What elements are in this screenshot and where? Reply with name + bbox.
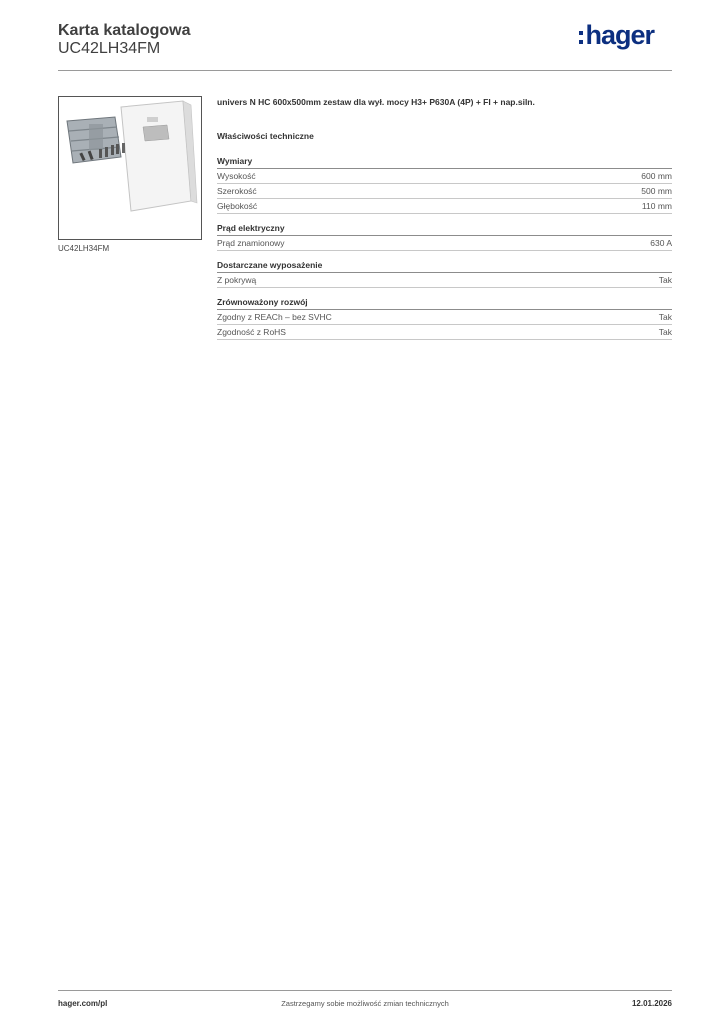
- hager-logo: [579, 18, 654, 52]
- spec-group-title: Zrównoważony rozwój: [217, 297, 672, 310]
- spec-group-title: Wymiary: [217, 156, 672, 169]
- spec-row: [217, 169, 672, 184]
- enclosure-kit-illustration: [59, 97, 201, 239]
- spec-label: Zgodność z RoHS: [217, 327, 286, 337]
- product-details: [217, 96, 672, 340]
- footer-date: 12.01.2026: [631, 999, 672, 1008]
- spec-value: 110 mm: [641, 201, 672, 211]
- document-title: Karta katalogowa: [58, 22, 191, 39]
- spec-value: Tak: [658, 275, 672, 285]
- spec-group-sustainability: [217, 297, 672, 340]
- spec-value: Tak: [658, 312, 672, 322]
- page-footer: [58, 990, 672, 1021]
- page-header: [58, 20, 672, 71]
- footer-website: hager.com/pl: [58, 999, 108, 1008]
- spec-value: 600 mm: [641, 171, 672, 181]
- spec-row: [217, 236, 672, 251]
- image-caption: UC42LH34FM: [58, 244, 110, 253]
- spec-row: [217, 184, 672, 199]
- spec-group-electric-current: [217, 223, 672, 251]
- spec-label: Szerokość: [217, 186, 257, 196]
- spec-label: Z pokrywą: [217, 275, 257, 285]
- logo-dots-icon: [579, 31, 583, 44]
- spec-row: [217, 273, 672, 288]
- logo-text: hager: [585, 19, 654, 50]
- spec-group-title: Prąd elektryczny: [217, 223, 672, 236]
- spec-row: [217, 310, 672, 325]
- spec-label: Zgodny z REACh – bez SVHC: [217, 312, 332, 322]
- spec-value: Tak: [658, 327, 672, 337]
- product-title: univers N HC 600x500mm zestaw dla wył. mocy H3+ P630A (4P) + FI + nap.siln.: [217, 97, 535, 107]
- spec-label: Wysokość: [217, 171, 256, 181]
- spec-group-title: Dostarczane wyposażenie: [217, 260, 672, 273]
- spec-group-supplied-equipment: [217, 260, 672, 288]
- spec-label: Prąd znamionowy: [217, 238, 285, 248]
- spec-group-dimensions: [217, 156, 672, 214]
- spec-row: [217, 325, 672, 340]
- spec-row: [217, 199, 672, 214]
- spec-label: Głębokość: [217, 201, 258, 211]
- spec-value: 630 A: [650, 238, 672, 248]
- product-code: UC42LH34FM: [58, 40, 161, 57]
- product-image: [58, 96, 202, 240]
- spec-value: 500 mm: [641, 186, 672, 196]
- technical-properties-heading: Właściwości techniczne: [217, 131, 314, 141]
- footer-disclaimer: Zastrzegamy sobie możliwość zmian technicznych: [281, 999, 449, 1008]
